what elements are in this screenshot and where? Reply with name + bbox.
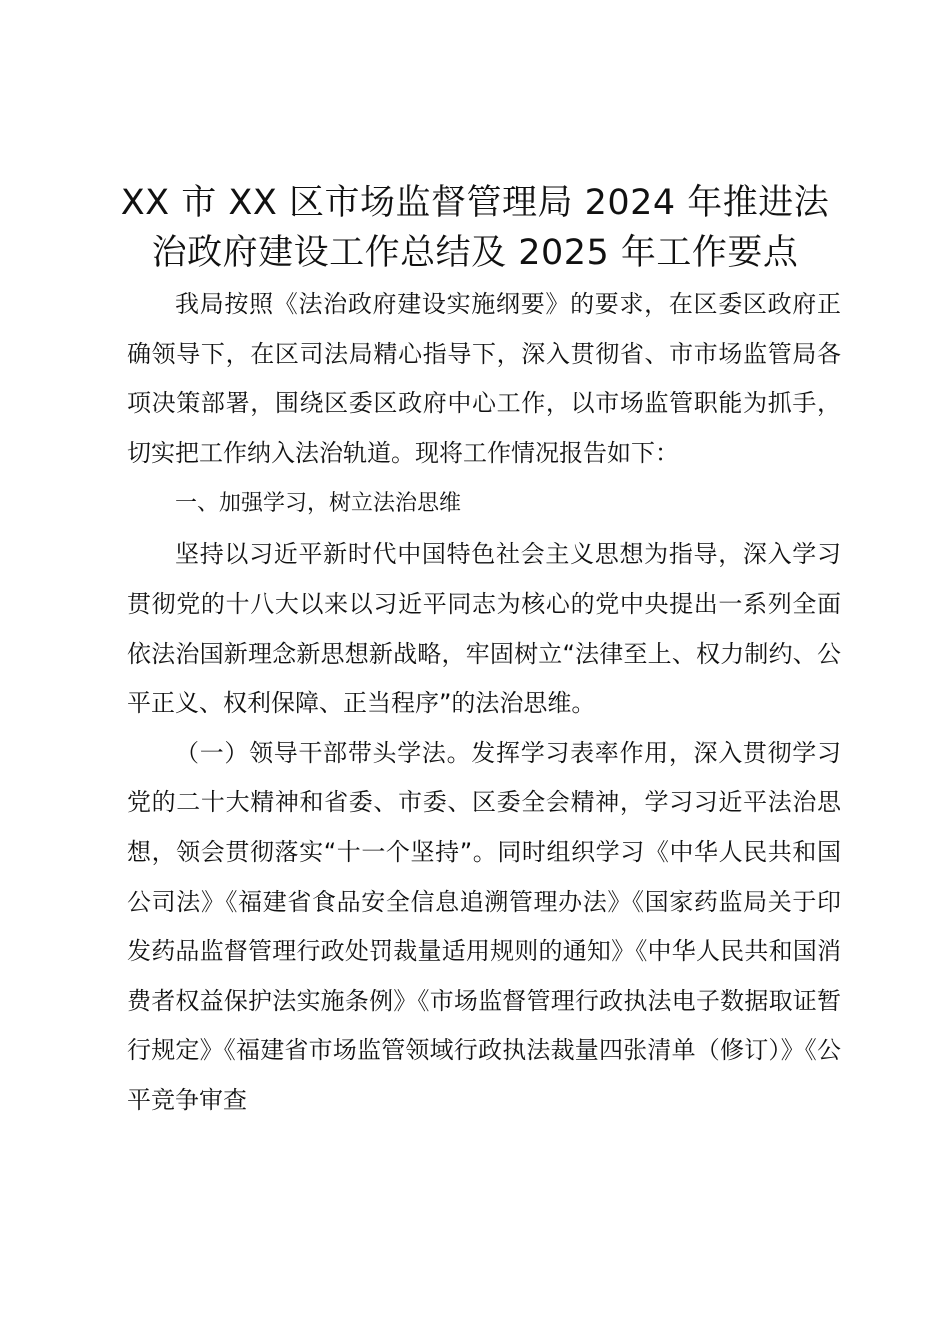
document-body: [127, 280, 841, 1126]
section-1-paragraph: 坚持以习近平新时代中国特色社会主义思想为指导，深入学习贯彻党的十八大以来以习近平同志为核心的党中央提出一系列全面依法治国新理念新思想新战略，牢固树立“法律至上、权力制约、公平正义、权利保障、正当程序”的法治思维。: [127, 540, 841, 718]
title-line-1: XX 市 XX 区市场监督管理局 2024 年推进法: [120, 183, 830, 223]
document-title: [100, 178, 850, 278]
subsection-1-paragraph: （一）领导干部带头学法。发挥学习表率作用，深入贯彻学习党的二十大精神和省委、市委、区委全会精神，学习习近平法治思想，领会贯彻落实“十一个坚持”。同时组织学习《中华人民共和国公司法》《福建省食品安全信息追溯管理办法》《国家药监局关于印发药品监督管理行政处罚裁量适用规则的通知》《中华人民共和国消费者权益保护法实施条例》《市场监督管理行政执法电子数据取证暂行规定》《福建省市场监管领域行政执法裁量四张清单（修订）》《公平竞争审查: [127, 738, 841, 1114]
title-line-2: 治政府建设工作总结及 2025 年工作要点: [151, 233, 799, 273]
section-heading-1: 一、加强学习，树立法治思维: [175, 491, 462, 517]
intro-paragraph: 我局按照《法治政府建设实施纲要》的要求，在区委区政府正确领导下，在区司法局精心指导下，深入贯彻省、市市场监管局各项决策部署，围绕区委区政府中心工作，以市场监管职能为抓手，切实把工作纳入法治轨道。现将工作情况报告如下：: [127, 290, 841, 467]
